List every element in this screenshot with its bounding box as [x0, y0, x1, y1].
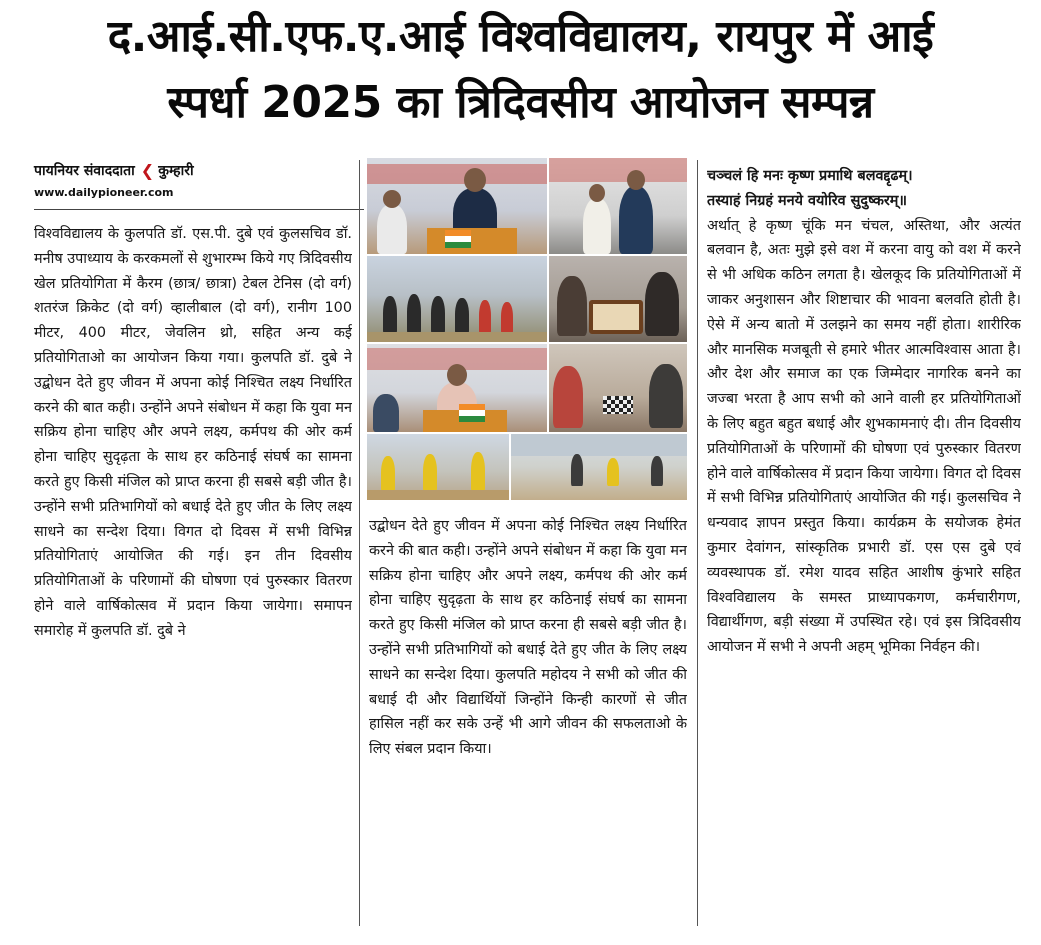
byline-divider — [34, 209, 364, 210]
reporter-name: पायनियर संवाददाता — [34, 162, 135, 179]
byline-row — [34, 160, 364, 180]
article-column-1: विश्वविद्यालय के कुलपति डॉ. एस.पी. दुबे एवं कुलसचिव डॉ. मनीष उपाध्याय के करकमलों से शुभारम्भ किये गए त्रिदिवसीय खेल प्रतियोगिता में कैरम (छात्र/ छात्रा) टेबल टेनिस (दो वर्ग) शतरंज क्रिकेट (दो वर्ग) व्हालीबाल (दो वर्ग), रानीग 100 मीटर, 400 मीटर, जेवलिन थ्रो, सहित अन्य कई प्रतियोगिताओ का आयोजन किया गया। कुलपति डॉ. दुबे ने उद्बोधन देते हुए जीवन में अपना कोई निश्चित लक्ष्य निर्धारित करने की बात कही। उन्होंने अपने संबोधन में कहा कि युवा मन सक्रिय होना चाहिए और अपने लक्ष्य, कर्मपथ की ओर कर्म होना चाहिए सुदृढ़ता के साथ हर कठिनाई संघर्ष का सामना करते हुए किसी मंजिल को प्राप्त करना ही सबसे बड़ी जीत है। उन्होंने सभी प्रतिभागियों को बधाई देते हुए जीत के लिए लक्ष्य साधने का सन्देश दिया। विगत दो दिवस में सभी विभिन्न प्रतियोगिताएं आयोजित की गई। इन तीन दिवसीय प्रतियोगिताओं के परिणामों की घोषणा एवं पुरुस्कार वितरण होने वाले वार्षिकोत्सव में प्रदान किया जायेगा। समापन समारोह में कुलपति डॉ. दुबे ने — [34, 226, 352, 639]
column-3-body: अर्थात् हे कृष्ण चूंकि मन चंचल, अस्तिथा, और अत्यंत बलवान है, अतः मुझे इसे वश में करना वायु को वश में करने से भी अधिक कठिन लगता है। खेलकूद कि प्रतियोगिताओं में जाकर अनुशासन और शिष्टाचार की भावना बलवति होती है। ऐसे में अन्य बातो में उलझने का समय नहीं होता। शारीरिक और मानसिक मजबूती से हमारे भीतर आत्मविश्वास आता है। और देश और समाज का एक जिम्मेदार नागरिक बनने का जज्बा भरता है आप सभी को आने वाली हर प्रतियोगिताओं के लिए बहुत बहुत बधाई और शुभकामनाएं दी। तीन दिवसीय प्रतियोगिताओं के परिणामों की घोषणा एवं पुरुस्कार वितरण होने वाले वार्षिकोत्सव में प्रदान किया जायेगा। विगत दो दिवस में सभी विभिन्न प्रतियोगिताएं आयोजित की गई। कुलसचिव ने धन्यवाद ज्ञापन प्रस्तुत किया। कार्यक्रम के सयोजक हेमंत कुमार देवांगन, सांस्कृतिक प्रभारी डॉ. एस एस दुबे एवं व्यवस्थापक डॉ. रमेश यादव सहित आशीष कुंभारे सहित विश्वविद्यालय के समस्त प्राध्यापकगण, कर्मचारीगण, विद्यार्थीगण, बड़ी संख्या में उपस्थित रहे। एवं इस त्रिदिवसीय आयोजन में सभी ने अपनी अहम् भूमिका निर्वहन की। — [707, 217, 1021, 656]
photo-volleyball-ground — [367, 434, 509, 500]
dateline-location: कुम्हारी — [158, 162, 194, 179]
photo-collage — [367, 158, 687, 500]
photo-chess-game — [549, 344, 687, 432]
photo-march-past — [367, 256, 547, 342]
arrow-left-icon: ❮ — [140, 160, 155, 180]
photo-sports-field — [511, 434, 687, 500]
headline-line-2: स्पर्धा 2025 का त्रिदिवसीय आयोजन सम्पन्न — [167, 77, 874, 128]
photo-felicitation — [549, 158, 687, 254]
headline-line-1: द.आई.सी.एफ.ए.आई विश्वविद्यालय, रायपुर में आई — [107, 11, 934, 62]
article-column-2: उद्बोधन देते हुए जीवन में अपना कोई निश्चित लक्ष्य निर्धारित करने की बात कही। उन्होंने अपने संबोधन में कहा कि युवा मन सक्रिय होना चाहिए और अपने लक्ष्य, कर्मपथ की ओर कर्म होना चाहिए सुदृढ़ता के साथ हर कठिनाई संघर्ष का सामना करते हुए किसी मंजिल को प्राप्त करना ही सबसे बड़ी जीत है। उन्होंने सभी प्रतिभागियों को बधाई देते हुए जीत के लिए लक्ष्य साधने का सन्देश दिया। कुलपति महोदय ने सभी को जीत की बधाई दी और विद्यार्थियों जिन्होंने किन्ही कारणों से जीत हासिल नहीं कर सके उन्हें भी आगे जीवन की सफलताओ के लिए संबल प्रदान किया। — [369, 518, 687, 758]
website-link[interactable]: www.dailypioneer.com — [34, 186, 174, 199]
photo-carrom-match — [549, 256, 687, 342]
photo-dignitaries-stage — [367, 344, 547, 432]
column-divider-2 — [697, 160, 698, 926]
article-column-3 — [707, 164, 1021, 934]
byline — [34, 160, 364, 210]
sloka-line-2: तस्याहं निग्रहं मनये वयोरिव सुदुष्करम्॥ — [707, 192, 907, 209]
photo-speaker-podium — [367, 158, 547, 254]
column-divider-1 — [359, 160, 360, 926]
headline — [0, 4, 1041, 136]
sloka-line-1: चञ्चलं हि मनः कृष्ण प्रमाथि बलवद्दृढम्। — [707, 168, 913, 184]
